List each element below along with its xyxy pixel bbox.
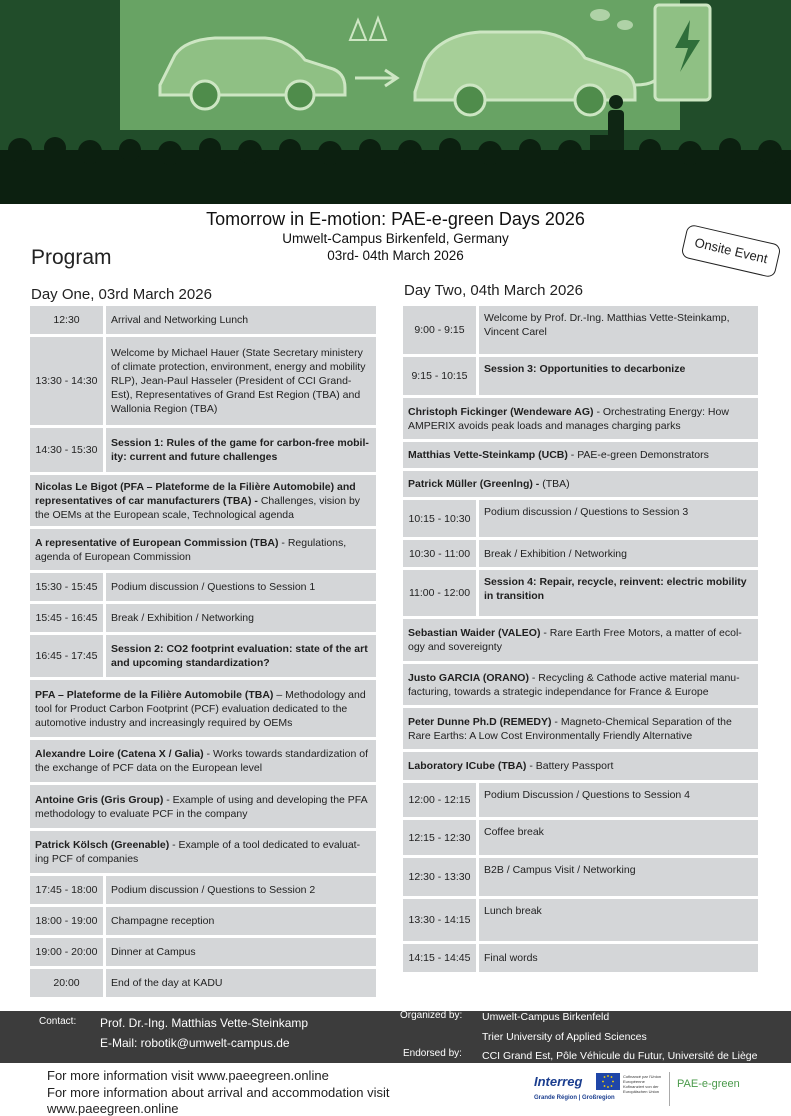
speaker-name: Peter Dunne Ph.D (REMEDY) [408,715,552,728]
schedule-row [30,969,376,997]
desc-cell: End of the day at KADU [106,969,376,997]
sponsor-logos [532,1070,762,1110]
logo-divider [669,1072,670,1106]
talk-topic: - Works towards standardization of the exchange of PCF data on the European level [35,748,369,774]
time-cell: 15:30 - 15:45 [30,573,103,601]
session-1-title: Session 1: Rules of the game for carbon-free mobil-ity: current and future challenges [106,428,376,472]
time-cell: 13:30 - 14:30 [30,337,103,425]
desc-cell: Coffee break [479,820,758,855]
desc-cell: Dinner at Campus [106,938,376,966]
speaker-name: Justo GARCIA (ORANO) [408,671,529,684]
endorsers: CCI Grand Est, Pôle Véhicule du Futur, Université de Liège [482,1050,758,1062]
interreg-subtitle: Grande Région | Großregion [534,1095,615,1101]
schedule-row [403,570,758,616]
talk-topic: - Magneto-Chemical Separation of the Rare Earths: A Low Cost Environmentally Friendly Alternative [408,715,732,742]
endorsed-label: Endorsed by: [403,1048,462,1059]
time-cell: 20:00 [30,969,103,997]
desc-cell: Arrival and Networking Lunch [106,306,376,334]
time-cell: 14:15 - 14:45 [403,944,476,972]
time-cell: 11:00 - 12:00 [403,570,476,616]
speaker-row [30,740,376,782]
speaker-name: Patrick Kölsch (Greenable) [35,839,170,851]
schedule-row [30,337,376,425]
eu-flag-icon [596,1073,620,1090]
schedule-row [403,858,758,896]
speaker-name: Alexandre Loire (Catena X / Galia) [35,748,204,760]
hero-image [0,0,791,204]
event-location: Umwelt-Campus Birkenfeld, Germany [282,231,509,246]
program-heading: Program [31,246,112,269]
time-cell: 12:30 - 13:30 [403,858,476,896]
schedule-row [30,938,376,966]
organizer-2: Trier University of Applied Sciences [482,1031,647,1043]
onsite-event-badge: Onsite Event [680,224,781,279]
speaker-row [30,831,376,873]
desc-cell: Break / Exhibition / Networking [106,604,376,632]
speaker-row [403,398,758,439]
time-cell: 16:45 - 17:45 [30,635,103,677]
time-cell: 19:00 - 20:00 [30,938,103,966]
contact-label: Contact: [39,1016,77,1027]
talk-topic: - Battery Passport [526,760,614,772]
schedule-row [30,876,376,904]
desc-cell: Champagne reception [106,907,376,935]
speaker-name: Matthias Vette-Steinkamp (UCB) [408,449,568,461]
schedule-row [30,573,376,601]
desc-cell: Break / Exhibition / Networking [479,540,758,567]
schedule-row [30,635,376,677]
talk-topic: Challenges, vision by the OEMs at the European scale, Technological agenda [35,494,361,521]
schedule-row [30,428,376,472]
speaker-row [403,752,758,780]
desc-cell: Welcome by Michael Hauer (State Secretary ministery of climate protection, environment, energy and mobility RLP), Jean-Paul Hasseler (President of CCI Grand-Est), Representatives of Grand Est Region (TBA) and Wallonia Region (TBA) [106,337,376,425]
desc-cell: Final words [479,944,758,972]
desc-cell: B2B / Campus Visit / Networking [479,858,758,896]
talk-topic: - Orchestrating Energy: How AMPERIX avoids peak loads and manages charging parks [408,405,729,432]
day-two-schedule [403,306,758,972]
session-2-title: Session 2: CO2 footprint evaluation: state of the art and upcoming standardization? [106,635,376,677]
time-cell: 18:00 - 19:00 [30,907,103,935]
schedule-row [403,500,758,537]
speaker-row [403,708,758,749]
desc-cell: Lunch break [479,899,758,941]
schedule-row [403,540,758,567]
desc-cell: Podium discussion / Questions to Session 2 [106,876,376,904]
organizer-1: Umwelt-Campus Birkenfeld [482,1011,610,1023]
day-two-heading: Day Two, 04th March 2026 [404,282,583,299]
speaker-name: Nicolas Le Bigot (PFA – Plateforme de la Filière Automobile) and representatives of car manufacturers (TBA) - [35,480,356,507]
day-one-heading: Day One, 03rd March 2026 [31,286,212,303]
speaker-name: PFA – Plateforme de la Filière Automobile (TBA) [35,688,274,701]
time-cell: 9:00 - 9:15 [403,306,476,354]
more-info-line-3[interactable]: www.paeegreen.online [47,1101,179,1116]
desc-cell: Podium discussion / Questions to Session 3 [479,500,758,537]
speaker-row [403,619,758,661]
session-4-title: Session 4: Repair, recycle, reinvent: electric mobility in transition [479,570,758,616]
footer-bar [0,1011,791,1063]
speaker-name: Christoph Fickinger (Wendeware AG) [408,405,594,418]
pae-e-green-logo: PAE-e-green [677,1078,740,1090]
speaker-name: Sebastian Waider (VALEO) [408,627,541,639]
speaker-row [30,529,376,570]
contact-name: Prof. Dr.-Ing. Matthias Vette-Steinkamp [100,1016,309,1030]
contact-email[interactable]: E-Mail: robotik@umwelt-campus.de [100,1036,290,1050]
schedule-row [403,899,758,941]
talk-topic: (TBA) [539,478,570,490]
talk-topic: - Rare Earth Free Motors, a matter of ecol-ogy and sovereignty [408,627,742,653]
speaker-row [403,442,758,468]
eu-cofunded-text: Cofinancé par l'Union Européenne Kofinanziert von der Europäischen Union [623,1074,662,1094]
time-cell: 12:30 [30,306,103,334]
time-cell: 17:45 - 18:00 [30,876,103,904]
speaker-row [403,471,758,497]
time-cell: 12:15 - 12:30 [403,820,476,855]
talk-topic: - Example of using and developing the PFA methodology to evaluate PCF in the company [35,793,368,820]
speaker-row [30,475,376,526]
desc-cell: Podium Discussion / Questions to Session 4 [479,783,758,817]
desc-cell: Podium discussion / Questions to Session 1 [106,573,376,601]
event-dates: 03rd- 04th March 2026 [327,248,464,263]
schedule-row [30,306,376,334]
schedule-row [403,783,758,817]
time-cell: 10:15 - 10:30 [403,500,476,537]
talk-topic: - PAE-e-green Demonstrators [567,449,709,461]
more-info-line-2: For more information about arrival and accommodation visit [47,1085,390,1100]
time-cell: 14:30 - 15:30 [30,428,103,472]
speaker-name: Laboratory ICube (TBA) [408,760,527,772]
time-cell: 15:45 - 16:45 [30,604,103,632]
talk-topic: - Regulations, agenda of European Commission [35,536,347,563]
more-info-line-1: For more information visit www.paeegreen.online [47,1068,329,1083]
schedule-row [30,907,376,935]
time-cell: 13:30 - 14:15 [403,899,476,941]
desc-cell: Welcome by Prof. Dr.-Ing. Matthias Vette-Steinkamp, Vincent Carel [479,306,758,354]
schedule-row [403,944,758,972]
schedule-row [403,306,758,354]
speaker-row [30,785,376,828]
speaker-name: Patrick Müller (Greenlng) - [408,478,540,490]
time-cell: 10:30 - 11:00 [403,540,476,567]
schedule-row [30,604,376,632]
session-3-title: Session 3: Opportunities to decarbonize [479,357,758,395]
speaker-name: A representative of European Commission (TBA) [35,536,279,549]
schedule-row [403,820,758,855]
speaker-row [403,664,758,705]
time-cell: 12:00 - 12:15 [403,783,476,817]
talk-topic: – Methodology and tool for Product Carbon Footprint (PCF) evaluation dedicated to the automotive industry and increasingly required by OEMs [35,688,366,729]
interreg-logo: Interreg [534,1074,583,1089]
speaker-name: Antoine Gris (Gris Group) [35,793,164,806]
talk-topic: - Recycling & Cathode active material manu-facturing, towards a strategic independance for France & Europe [408,671,740,698]
schedule-row [403,357,758,395]
talk-topic: - Example of a tool dedicated to evaluat-ing PCF of companies [35,839,361,865]
organized-label: Organized by: [400,1010,463,1021]
time-cell: 9:15 - 10:15 [403,357,476,395]
day-one-schedule [30,306,376,997]
event-title-block [0,208,791,264]
speaker-row [30,680,376,737]
event-title: Tomorrow in E-motion: PAE-e-green Days 2026 [206,209,585,229]
